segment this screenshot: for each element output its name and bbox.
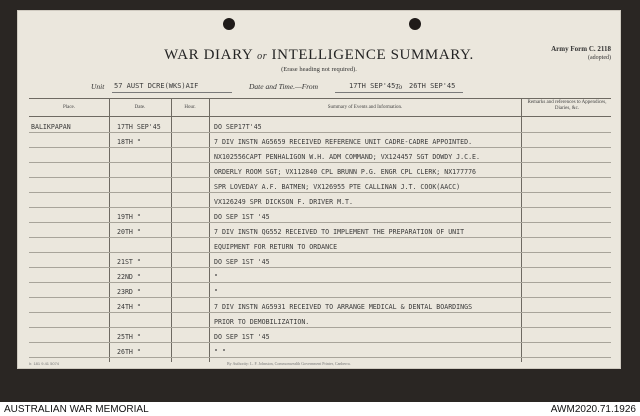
army-form-label [551,45,611,63]
table-header-rule [29,116,611,117]
archive-caption: AUSTRALIAN WAR MEMORIAL [4,404,149,415]
row-date: 23RD " [117,288,141,296]
row-rule [29,252,611,253]
date-to-label: To [395,82,403,91]
date-underline [335,92,463,93]
row-summary: DO SEP17T'45 [214,123,262,131]
column-divider [109,98,110,362]
row-summary: PRIOR TO DEMOBILIZATION. [214,318,310,326]
army-form-sub: (adopted) [588,55,611,61]
row-summary: DO SEP 1ST '45 [214,258,270,266]
column-header-remarks: Remarks and references to Appendices, Diaries, &c. [527,100,607,111]
accession-number: AWM2020.71.1926 [550,404,636,415]
row-date: 20TH " [117,228,141,236]
row-summary: DO SEP 1ST '45 [214,333,270,341]
date-to-value: 26TH SEP'45 [409,82,456,90]
page-title [17,47,621,64]
row-summary: DO SEP 1ST '45 [214,213,270,221]
row-summary: VX126249 SPR DICKSON F. DRIVER M.T. [214,198,353,206]
row-date: 19TH " [117,213,141,221]
row-rule [29,342,611,343]
row-rule [29,132,611,133]
row-summary: " [214,288,218,296]
unit-value: 57 AUST DCRE(WKS)AIF [114,82,199,90]
table-top-rule [29,98,611,99]
row-rule [29,162,611,163]
row-place: BALIKPAPAN [31,123,71,131]
row-date: 21ST " [117,258,141,266]
row-date: 26TH " [117,348,141,356]
row-summary: 7 DIV INSTN AG5931 RECEIVED TO ARRANGE MEDICAL & DENTAL BOARDINGS [214,303,473,311]
row-summary: NX102556CAPT PENHALIGON W.H. ADM COMMAND; VX124457 SGT DOWDY J.C.E. [214,153,480,161]
row-rule [29,297,611,298]
row-rule [29,327,611,328]
row-summary: ORDERLY ROOM SGT; VX112840 CPL BRUNN P.G. ENGR CPL CLERK; NX177776 [214,168,477,176]
row-summary: 7 DIV INSTN QG552 RECEIVED TO IMPLEMENT THE PREPARATION OF UNIT [214,228,465,236]
date-from-value: 17TH SEP'45 [349,82,396,90]
row-summary: " " [214,348,226,356]
row-summary: SPR LOVEDAY A.F. BATMEN; VX126955 PTE CALLINAN J.T. COOK(AACC) [214,183,461,191]
unit-date-row [17,82,621,94]
row-rule [29,177,611,178]
row-date: 17TH SEP'45 [117,123,161,131]
column-divider [521,98,522,362]
row-rule [29,282,611,283]
punch-hole [223,18,235,30]
war-diary-page [17,10,621,369]
punch-hole [409,18,421,30]
erase-heading-note: (Erase heading not required). [281,66,357,73]
row-summary: EQUIPMENT FOR RETURN TO ORDANCE [214,243,338,251]
row-rule [29,267,611,268]
army-form-number: Army Form C. 2118 [551,45,611,53]
date-from-label: Date and Time.—From [249,82,319,91]
column-header-place: Place. [62,105,76,110]
column-header-hour: Hour. [184,105,196,110]
row-rule [29,207,611,208]
unit-underline [112,92,232,93]
print-reference: Ir. 181 9.41 5074 [29,361,60,366]
row-date: 22ND " [117,273,141,281]
unit-label: Unit [91,82,105,91]
printer-authority: By Authority: L. F. Johnston, Commonwealth Government Printer, Canberra. [227,361,351,366]
diary-table [29,98,611,362]
row-summary: " [214,273,218,281]
row-rule [29,357,611,358]
row-rule [29,222,611,223]
column-header-summary: Summary of Events and Information. [327,105,403,110]
row-summary: 7 DIV INSTN AG5659 RECEIVED REFERENCE UNIT CADRE-CADRE APPOINTED. [214,138,473,146]
title-war-diary: WAR DIARY [164,47,253,63]
row-date: 25TH " [117,333,141,341]
column-header-date: Date. [134,105,146,110]
column-divider [209,98,210,362]
row-rule [29,192,611,193]
row-date: 24TH " [117,303,141,311]
row-date: 18TH " [117,138,141,146]
row-rule [29,312,611,313]
column-divider [171,98,172,362]
title-or: or [257,51,268,62]
row-rule [29,147,611,148]
row-rule [29,237,611,238]
title-intelligence-summary: INTELLIGENCE SUMMARY. [271,47,474,63]
